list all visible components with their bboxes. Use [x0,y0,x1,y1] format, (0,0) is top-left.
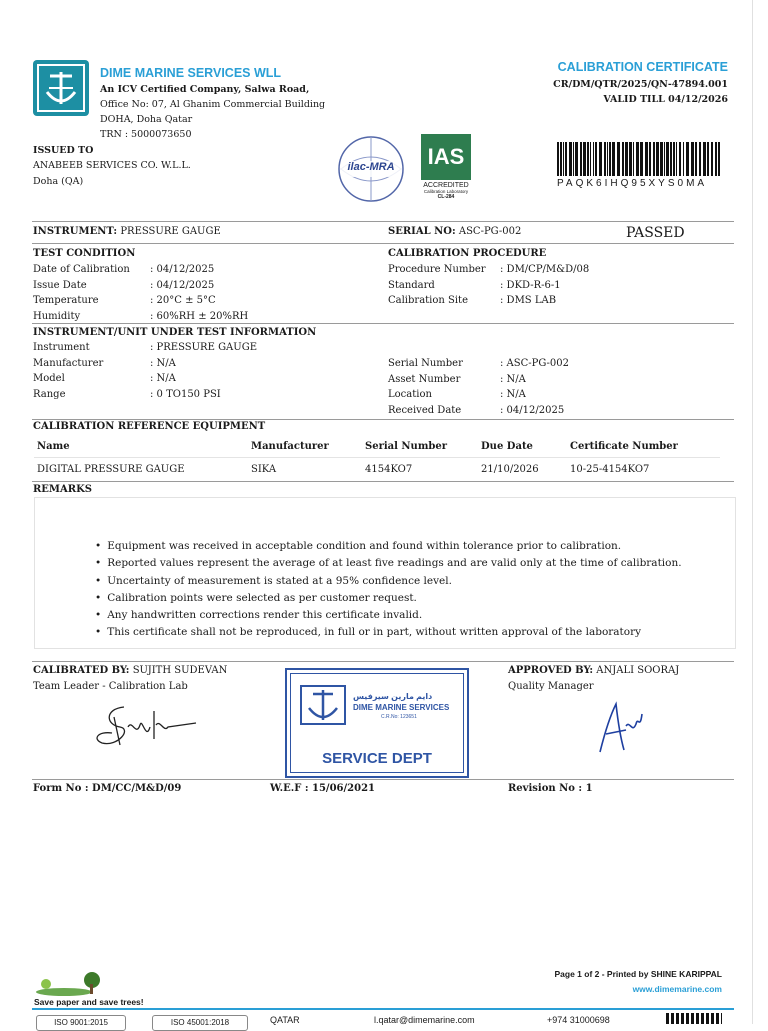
footer-phone: +974 31000698 [547,1015,610,1025]
approved-by-role: Quality Manager [508,681,594,692]
instrument-value: PRESSURE GAUGE [120,226,221,237]
barcode-bar [656,142,659,176]
certificate-valid-till: VALID TILL 04/12/2026 [603,94,728,105]
stamp-cr: C.R.No: 123651 [381,714,417,720]
divider [32,221,734,222]
website-link[interactable]: www.dimemarine.com [632,984,722,994]
serial-field [388,226,521,237]
uut-label: Instrument [33,342,90,353]
stamp-arabic: دايم مارين سيرفيس [353,692,433,701]
qr-code-icon [666,1013,722,1024]
test-condition-value: : 60%RH ± 20%RH [150,310,249,322]
table-header-serial: Serial Number [365,441,448,452]
wef-date: W.E.F : 15/06/2021 [270,783,375,794]
approved-by-label: APPROVED BY: [508,665,594,676]
barcode-bar [607,142,608,176]
approved-by [508,665,679,676]
uut-label: Model [33,373,65,384]
barcode-bar [676,142,677,176]
status-passed: PASSED [626,225,685,241]
table-header-due-date: Due Date [481,441,533,452]
issued-to-location: Doha (QA) [33,176,84,187]
barcode-bar [718,142,720,176]
table-cell: 10-25-4154KO7 [570,464,650,475]
test-condition-label: Humidity [33,310,81,322]
remarks-heading: REMARKS [33,484,92,495]
table-cell: DIGITAL PRESSURE GAUGE [37,464,185,475]
company-tagline: An ICV Certified Company, Salwa Road, [100,84,310,95]
barcode-bar [691,142,694,176]
calibration-procedure-value: : DMS LAB [500,295,557,306]
stamp-logo-icon [297,682,349,728]
eco-slogan: Save paper and save trees! [34,997,144,1007]
calibration-procedure-value: : DM/CP/M&D/08 [500,264,590,275]
barcode-bar [612,142,615,176]
barcode-bar [633,142,634,176]
uut-value: : N/A [500,373,526,385]
company-address: Office No: 07, Al Ghanim Commercial Building [100,99,326,110]
barcode-text: PAQK6IHQ95XYS0MA [557,178,708,189]
test-condition-heading: TEST CONDITION [33,248,136,259]
uut-label: Received Date [388,404,462,416]
barcode-bar [565,142,567,176]
divider [32,779,734,780]
company-trn: TRN : 5000073650 [100,129,192,140]
ias-code: CL-284 [437,194,455,200]
form-number: Form No : DM/CC/M&D/09 [33,783,182,794]
company-name: DIME MARINE SERVICES WLL [100,66,282,80]
ilac-mra-logo [337,135,405,203]
barcode-bar [617,142,620,176]
company-city: DOHA, Doha Qatar [100,114,193,125]
tree-icon [34,970,106,996]
barcode-bar [599,142,602,176]
table-header-name: Name [37,441,70,452]
test-condition-value: : 04/12/2025 [150,279,215,291]
barcode-bar [703,142,706,176]
barcode-bar [707,142,709,176]
barcode-bar [595,142,597,176]
issued-to-label: ISSUED TO [33,145,94,156]
barcode-bar [645,142,648,176]
uut-value: : N/A [500,389,526,400]
instrument-field [33,226,221,237]
remark-item: • Uncertainty of measurement is stated at a 95% confidence level. [95,573,682,590]
ias-calibration-lab: Calibration Laboratory [423,189,469,194]
certificate-title: CALIBRATION CERTIFICATE [557,60,728,74]
remark-item: • Any handwritten corrections render this certificate invalid. [95,607,682,624]
remark-item: • Equipment was received in acceptable condition and found within tolerance prior to calibration. [95,538,682,555]
calibration-procedure-label: Calibration Site [388,295,468,306]
test-condition-label: Issue Date [33,279,87,291]
uut-label: Asset Number [388,373,461,385]
barcode-bar [557,142,559,176]
test-condition-value: : 04/12/2025 [150,264,215,275]
barcode-bar [560,142,562,176]
test-condition-value: : 20°C ± 5°C [150,295,216,306]
divider [32,419,734,420]
anchor-logo-icon [33,60,89,116]
barcode-bar [575,142,578,176]
divider [32,243,734,244]
remark-item: • Calibration points were selected as per customer request. [95,590,682,607]
uut-label: Location [388,389,432,400]
calibration-procedure-label: Standard [388,279,435,291]
barcode-bar [666,142,669,176]
instrument-label: INSTRUMENT: [33,226,118,237]
table-header-certificate: Certificate Number [570,441,678,452]
barcode-bar [604,142,606,176]
ias-accredited: ACCREDITED [423,182,469,189]
barcode-bar [699,142,701,176]
ias-text: IAS [421,134,471,180]
barcode-bar [686,142,689,176]
barcode-bar [660,142,663,176]
barcode-bar [593,142,594,176]
table-divider [34,457,720,458]
serial-value: ASC-PG-002 [458,226,522,237]
approved-by-name: ANJALI SOORAJ [596,665,680,676]
barcode-bar [679,142,681,176]
barcode-bar [715,142,717,176]
test-condition-label: Temperature [33,295,99,306]
reference-equipment-heading: CALIBRATION REFERENCE EQUIPMENT [33,421,266,432]
barcode-bar [569,142,572,176]
barcode-bar [636,142,639,176]
footer-country: QATAR [270,1015,300,1025]
uut-label: Range [33,388,66,400]
company-logo [33,60,89,116]
barcode-bar [664,142,665,176]
barcode-bar [580,142,582,176]
barcode-bar [683,142,684,176]
divider [32,323,734,324]
calibrated-by-label: CALIBRATED BY: [33,665,130,676]
barcode [557,142,721,176]
calibrated-by-name: SUJITH SUDEVAN [132,665,228,676]
ias-logo [421,134,473,206]
barcode-bar [629,142,632,176]
remark-item: • Reported values represent the average of at least five readings and are valid only at the time of calibration. [95,555,682,572]
uut-value: : PRESSURE GAUGE [150,342,257,353]
barcode-bar [573,142,574,176]
page-info: Page 1 of 2 - Printed by SHINE KARIPPAL [554,969,722,979]
table-cell: 21/10/2026 [481,464,539,475]
iso-45001-badge: ISO 45001:2018 [152,1015,248,1031]
uut-value: : N/A [150,373,176,384]
barcode-bar [695,142,697,176]
calibrator-signature [84,697,214,757]
remarks-list [95,538,682,642]
barcode-bar [649,142,651,176]
table-cell: 4154KO7 [365,464,413,475]
issued-to-name: ANABEEB SERVICES CO. W.L.L. [33,160,191,171]
uut-label: Manufacturer [33,357,104,369]
divider [32,661,734,662]
calibrated-by-role: Team Leader - Calibration Lab [33,681,188,692]
barcode-bar [622,142,624,176]
stamp-dept: SERVICE DEPT [322,750,432,767]
barcode-bar [590,142,591,176]
footer-email[interactable]: l.qatar@dimemarine.com [374,1015,475,1025]
calibrated-by [33,665,227,676]
calibration-procedure-value: : DKD-R-6-1 [500,279,561,291]
table-cell: SIKA [251,464,277,475]
calibration-procedure-heading: CALIBRATION PROCEDURE [388,248,547,259]
uut-value: : 04/12/2025 [500,404,565,416]
barcode-bar [583,142,586,176]
barcode-bar [587,142,589,176]
table-header-manufacturer: Manufacturer [251,441,329,452]
barcode-bar [625,142,628,176]
barcode-bar [653,142,655,176]
service-stamp [285,668,469,778]
barcode-bar [609,142,611,176]
barcode-bar [640,142,643,176]
barcode-bar [563,142,564,176]
footer-divider [32,1008,734,1010]
barcode-bar [670,142,672,176]
test-condition-label: Date of Calibration [33,264,130,275]
uut-value: : 0 TO150 PSI [150,388,221,400]
certificate-number: CR/DM/QTR/2025/QN-47894.001 [553,79,728,90]
divider [32,481,734,482]
approver-signature [590,696,650,760]
iso-9001-badge: ISO 9001:2015 [36,1015,126,1031]
remark-item: • This certificate shall not be reproduced, in full or in part, without written approval of the laboratory [95,624,682,641]
ilac-text: ilac-MRA [347,161,395,173]
uut-label: Serial Number [388,358,463,369]
barcode-bar [711,142,713,176]
unit-under-test-heading: INSTRUMENT/UNIT UNDER TEST INFORMATION [33,327,317,338]
revision-number: Revision No : 1 [508,783,593,794]
stamp-company: DIME MARINE SERVICES [353,703,450,712]
barcode-bar [673,142,675,176]
uut-value: : ASC-PG-002 [500,358,570,369]
page-edge [752,0,753,1024]
calibration-procedure-label: Procedure Number [388,264,486,275]
serial-label: SERIAL NO: [388,226,456,237]
uut-value: : N/A [150,357,176,369]
